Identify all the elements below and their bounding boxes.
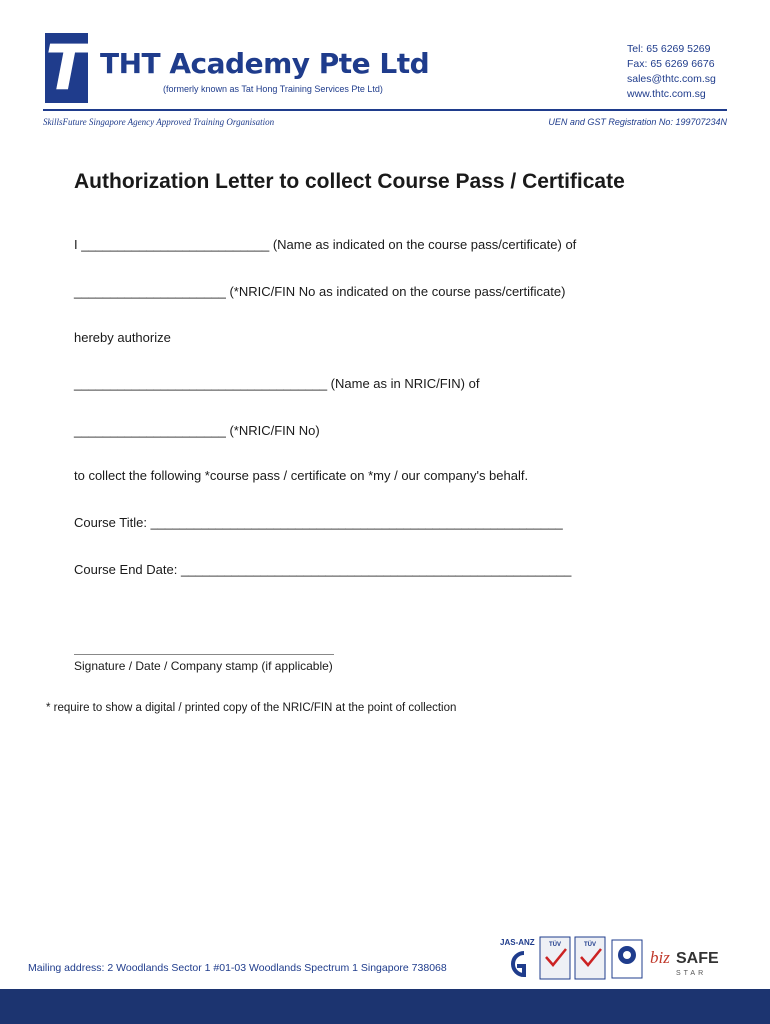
bizsafe-biz: biz: [650, 948, 670, 967]
tuv-quality-badge: [540, 937, 570, 979]
bizsafe-safe: SAFE: [676, 950, 719, 967]
signature-rule: [74, 654, 334, 655]
uen-registration: UEN and GST Registration No: 199707234N: [548, 117, 727, 127]
contact-block: [627, 42, 716, 102]
footnote: * require to show a digital / printed copy of the NRIC/FIN at the point of collection: [46, 702, 457, 714]
contact-website: www.thtc.com.sg: [627, 88, 706, 100]
collect-statement: to collect the following *course pass / certificate on *my / our company's behalf.: [74, 468, 529, 483]
company-logo: T: [45, 31, 88, 104]
tuv-text-2: TÜV: [584, 942, 596, 948]
contact-fax: Fax: 65 6269 6676: [627, 58, 715, 70]
jas-anz-logo: [500, 938, 535, 975]
accreditation-badge: [612, 940, 642, 978]
company-name: THT Academy Pte Ltd: [100, 47, 430, 80]
header-divider: [43, 109, 727, 111]
tuv-text-1: TÜV: [549, 942, 561, 948]
course-title-line: Course Title: _________________________________________________________: [74, 515, 563, 530]
authorize-line: hereby authorize: [74, 330, 171, 345]
certification-logos: [500, 935, 720, 983]
contact-email: sales@thtc.com.sg: [627, 73, 716, 85]
authorized-name-line: ___________________________________ (Name as in NRIC/FIN) of: [74, 376, 480, 391]
bizsafe-logo: [650, 948, 719, 977]
name-line: I __________________________ (Name as indicated on the course pass/certificate) of: [74, 237, 577, 252]
company-former-name: (formerly known as Tat Hong Training Services Pte Ltd): [163, 84, 383, 94]
jas-anz-text: JAS-ANZ: [500, 938, 535, 947]
approval-tagline: SkillsFuture Singapore Agency Approved Training Organisation: [43, 117, 275, 127]
contact-tel: Tel: 65 6269 5269: [627, 43, 711, 55]
tuv-safety-badge: [575, 937, 605, 979]
signature-caption: Signature / Date / Company stamp (if applicable): [74, 659, 333, 673]
authorized-nric-line: _____________________ (*NRIC/FIN No): [74, 423, 320, 438]
bizsafe-star: STAR: [676, 970, 707, 977]
letter-title: Authorization Letter to collect Course Pass / Certificate: [74, 170, 625, 193]
nric-line: _____________________ (*NRIC/FIN No as indicated on the course pass/certificate): [74, 284, 566, 299]
mailing-address: Mailing address: 2 Woodlands Sector 1 #01-03 Woodlands Spectrum 1 Singapore 738068: [28, 962, 447, 974]
footer-bar: [0, 989, 770, 1024]
course-end-date-line: Course End Date: ______________________________________________________: [74, 562, 572, 577]
